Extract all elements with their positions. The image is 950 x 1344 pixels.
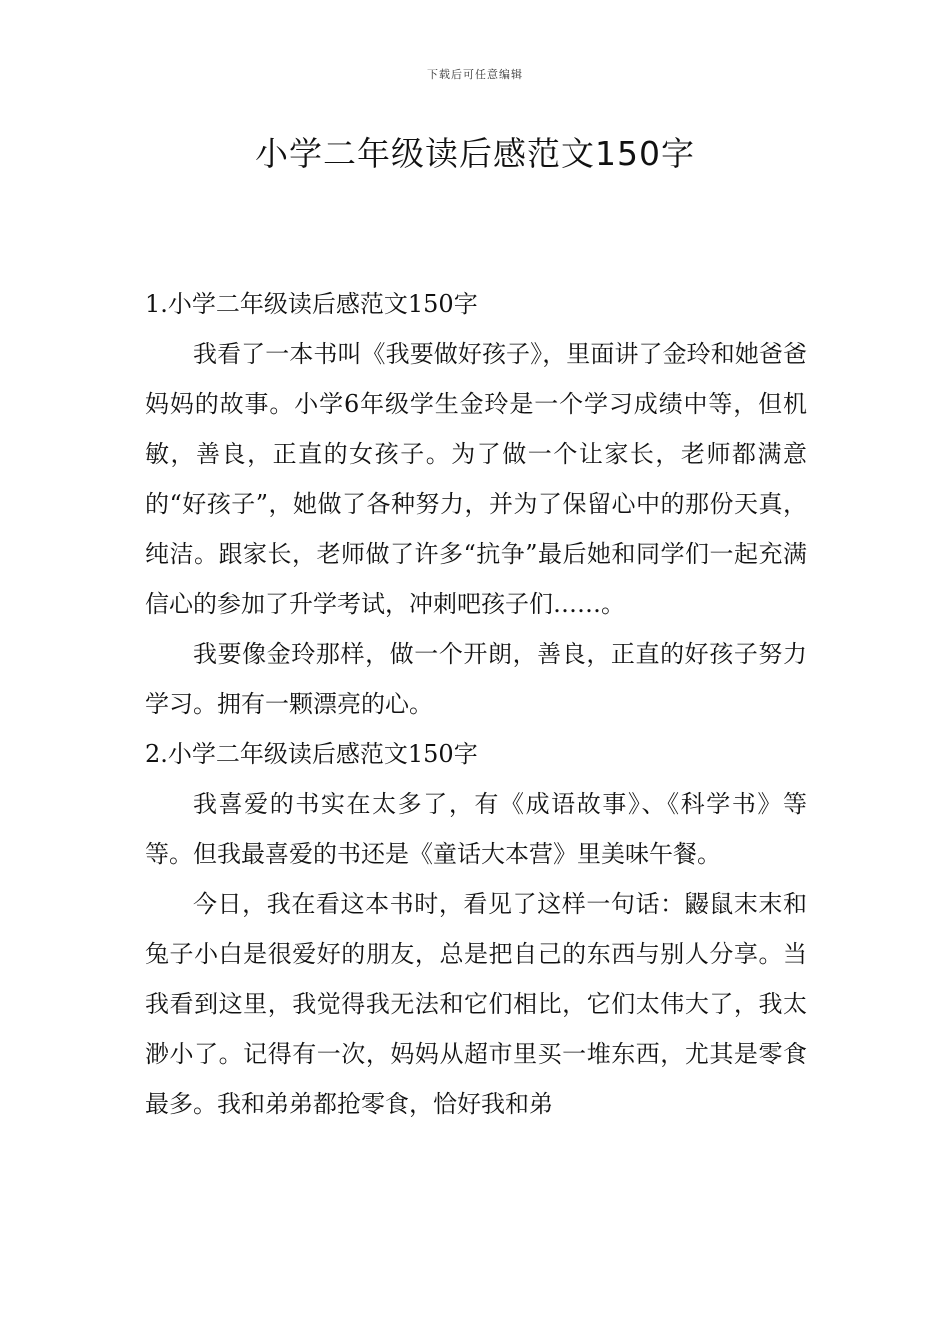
paragraph: 我要像金玲那样，做一个开朗，善良，正直的好孩子努力学习。拥有一颗漂亮的心。 [145,640,807,718]
document-title: 小学二年级读后感范文150字 [255,134,695,173]
paragraph: 我喜爱的书实在太多了，有《成语故事》、《科学书》等等。但我最喜爱的书还是《童话大本营》里美味午餐。 [145,790,807,868]
header-note: 下载后可任意编辑 [427,68,523,81]
document-body [145,279,807,1129]
section-heading-2: 2.小学二年级读后感范文150字 [145,740,478,768]
section-heading-1: 1.小学二年级读后感范文150字 [145,290,478,318]
paragraph: 今日，我在看这本书时，看见了这样一句话：鼹鼠末末和兔子小白是很爱好的朋友，总是把自己的东西与别人分享。当我看到这里，我觉得我无法和它们相比，它们太伟大了，我太渺小了。记得有一次，妈妈从超市里买一堆东西，尤其是零食最多。我和弟弟都抢零食，恰好我和弟 [145,890,807,1118]
paragraph: 我看了一本书叫《我要做好孩子》，里面讲了金玲和她爸爸妈妈的故事。小学6年级学生金玲是一个学习成绩中等，但机敏，善良，正直的女孩子。为了做一个让家长，老师都满意的“好孩子”，她做了各种努力，并为了保留心中的那份天真，纯洁。跟家长，老师做了许多“抗争”最后她和同学们一起充满信心的参加了升学考试，冲刺吧孩子们……。 [145,340,807,618]
